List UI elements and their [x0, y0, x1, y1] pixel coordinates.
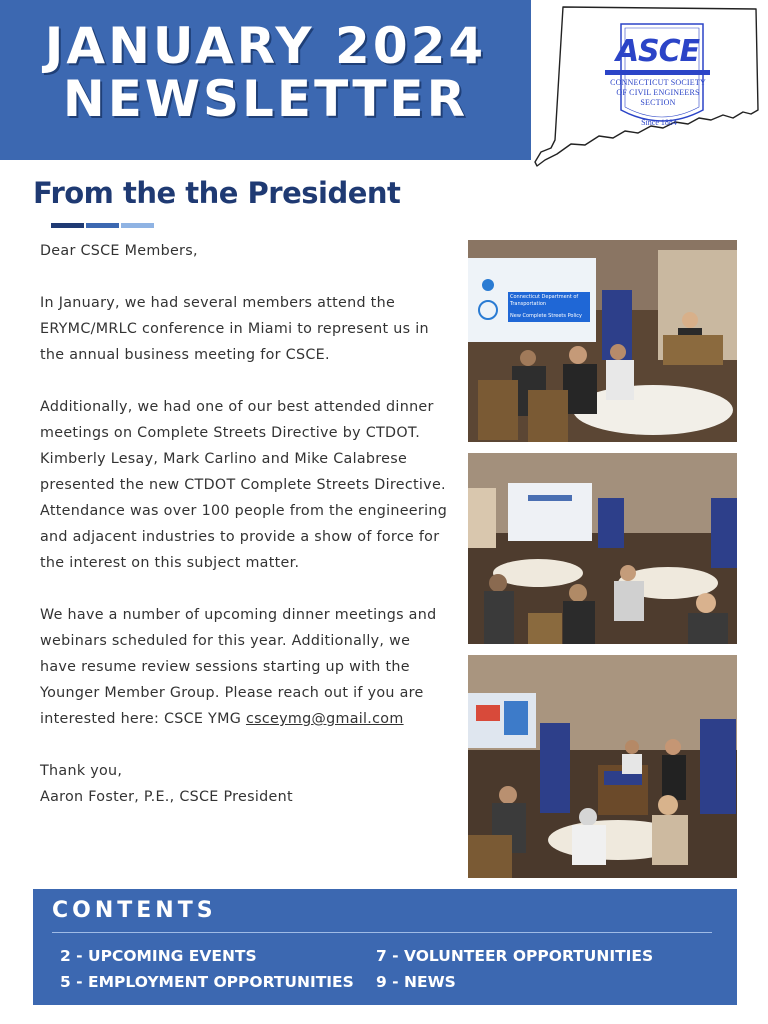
toc-item-upcoming-events[interactable]: 2 - UPCOMING EVENTS [60, 947, 257, 965]
asce-wordmark: ASCE [615, 34, 700, 69]
heading-accent-bar [51, 223, 84, 228]
csce-logo [533, 2, 768, 177]
newsletter-banner [0, 0, 531, 160]
event-photo-podium [468, 655, 737, 878]
letter-paragraph: In January, we had several members attend the ERYMC/MRLC conference in Miami to represent us in the annual business meeting for CSCE. [40, 295, 429, 363]
letter-paragraph-text: We have a number of upcoming dinner meetings and webinars scheduled for this year. Additionally, we have resume review sessions starting up with the Younger Member Group. Please reach out if you are interested here: CSCE YMG [40, 607, 437, 727]
since-year: Since 1884 [641, 118, 677, 127]
heading-accent-bar [121, 223, 154, 228]
heading-accent-bar [86, 223, 119, 228]
toc-item-volunteer-opportunities[interactable]: 7 - VOLUNTEER OPPORTUNITIES [376, 947, 654, 965]
event-photo-presentation [468, 240, 737, 442]
contents-title: CONTENTS [52, 898, 217, 923]
letter-paragraph: Additionally, we had one of our best attended dinner meetings on Complete Streets Directive by CTDOT. Kimberly Lesay, Mark Carlino and Mike Calabrese presented the new CTDOT Complete Streets Directive. Attendance was over 100 people from the engineering and adjacent industries to provide a show of force for the interest on this subject matter. [40, 399, 448, 571]
society-line-1: CONNECTICUT SOCIETY [610, 78, 706, 87]
newsletter-title-line1: JANUARY 2024 [44, 17, 487, 75]
toc-item-employment-opportunities[interactable]: 5 - EMPLOYMENT OPPORTUNITIES [60, 973, 354, 991]
slide-text-line3: New Complete Streets Policy [510, 313, 582, 319]
slide-text-line1: Connecticut Department of [510, 294, 579, 300]
letter-greeting: Dear CSCE Members, [40, 243, 198, 259]
section-heading: From the the President [33, 176, 401, 210]
toc-item-news[interactable]: 9 - NEWS [376, 973, 456, 991]
slide-text-line2: Transportation [510, 301, 547, 307]
letter-paragraph [40, 602, 450, 732]
event-photo-dinner [468, 453, 737, 644]
contents-box [33, 889, 737, 1005]
letter-signature: Aaron Foster, P.E., CSCE President [40, 789, 293, 805]
ymg-email-link[interactable]: csceymg@gmail.com [245, 711, 404, 727]
letter-closing: Thank you, [40, 763, 123, 779]
asce-underline [605, 70, 710, 75]
newsletter-title-line2: NEWSLETTER [62, 70, 469, 128]
president-letter [40, 238, 450, 810]
society-line-3: SECTION [640, 98, 676, 107]
contents-divider [52, 932, 712, 933]
society-line-2: OF CIVIL ENGINEERS [616, 88, 700, 97]
